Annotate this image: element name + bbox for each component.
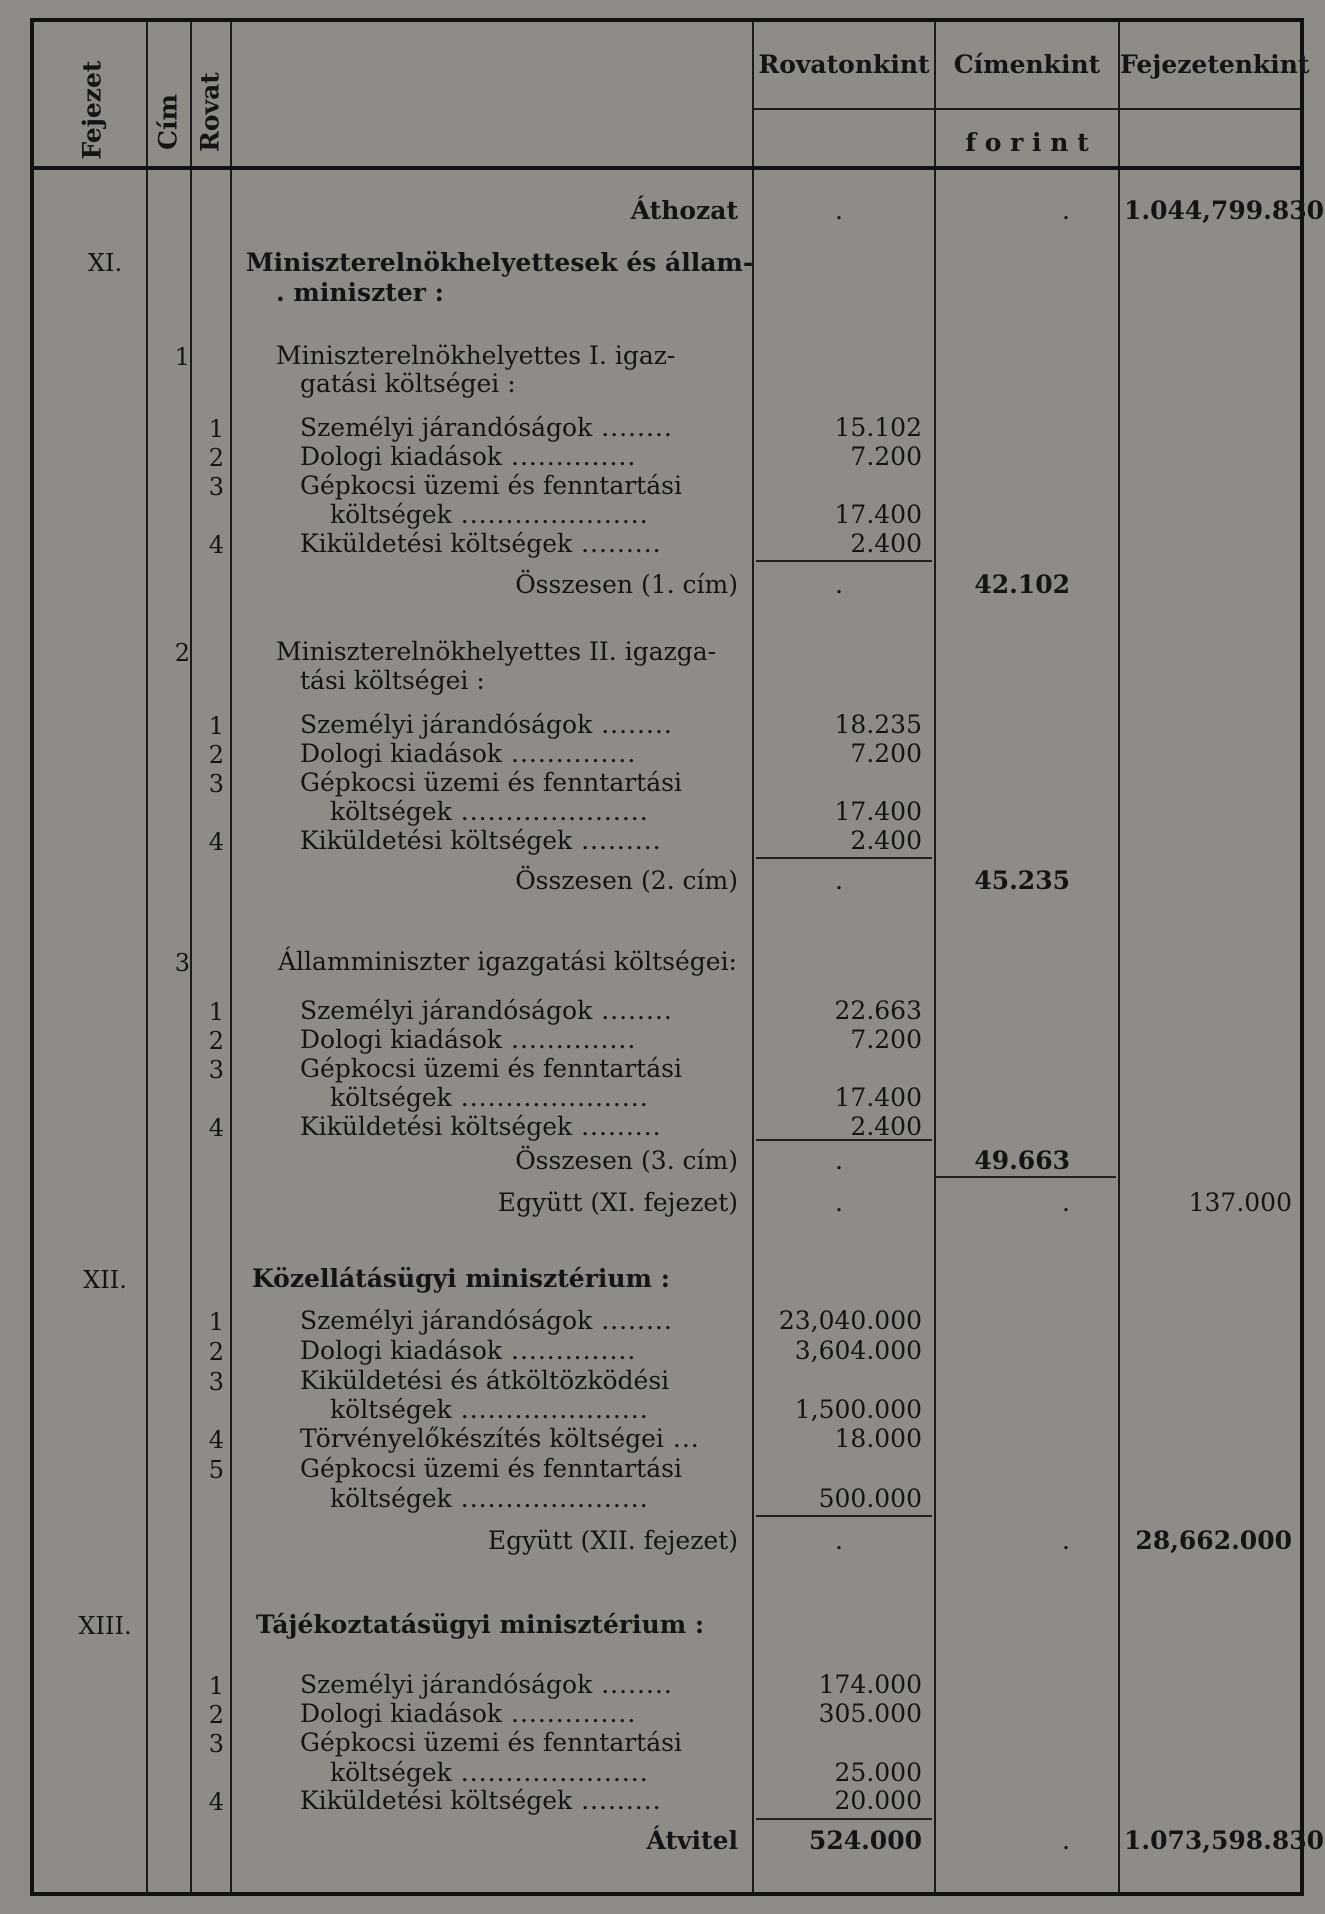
header-cim: Cím: [153, 94, 183, 150]
item-label-cont: költségek .....................: [330, 797, 649, 826]
item-label: Gépkocsi üzemi és fenntartási: [300, 1728, 682, 1757]
rovat-number: 3: [208, 1730, 224, 1758]
rovat-number: 3: [208, 1056, 224, 1084]
item-label: Gépkocsi üzemi és fenntartási: [300, 471, 682, 500]
item-value: 7.200: [850, 739, 922, 768]
item-label: Személyi járandóságok ........: [300, 710, 673, 739]
item-value: 174.000: [818, 1670, 922, 1699]
atvitel-cim: .: [1062, 1826, 1070, 1855]
chapter-number: XII.: [83, 1266, 127, 1294]
rovat-number: 4: [208, 828, 224, 856]
header-divider-bottom: [30, 166, 1304, 170]
item-value: 3,604.000: [794, 1336, 922, 1365]
col-divider-cimenkint: [1118, 22, 1120, 1896]
atvitel-fejezet: 1.073,598.830: [1124, 1826, 1325, 1855]
chapter-number: XIII.: [78, 1612, 132, 1640]
rovat-number: 1: [208, 1672, 224, 1700]
item-label: Dologi kiadások ..............: [300, 1699, 637, 1728]
chapter-number: XI.: [87, 249, 123, 277]
title-label: Miniszterelnökhelyettes II. igazga-: [276, 637, 717, 666]
item-value: 2.400: [850, 529, 922, 558]
rovat-number: 4: [208, 1426, 224, 1454]
title-number: 2: [174, 639, 190, 667]
item-label: Személyi járandóságok ........: [300, 1670, 673, 1699]
subtotal-rule: [756, 1818, 932, 1820]
title-number: 3: [174, 949, 190, 977]
border-top: [30, 18, 1304, 22]
chapter-title: Közellátásügyi minisztérium :: [252, 1264, 670, 1293]
rovat-number: 3: [208, 770, 224, 798]
item-value: 15.102: [834, 413, 922, 442]
rovat-number: 4: [208, 1788, 224, 1816]
item-value: 500.000: [818, 1484, 922, 1513]
rovat-number: 1: [208, 712, 224, 740]
col-divider-text: [752, 22, 754, 1896]
subtotal-label: Összesen (3. cím): [515, 1146, 738, 1175]
chapter-total-value: 137.000: [1188, 1188, 1292, 1217]
chapter-total-mark: .: [1062, 1526, 1070, 1555]
item-label: Személyi járandóságok ........: [300, 1306, 673, 1335]
subtotal-label: Összesen (2. cím): [515, 866, 738, 895]
chapter-title: Miniszterelnökhelyettesek és állam-: [246, 248, 754, 277]
atvitel-label: Átvitel: [646, 1826, 738, 1855]
item-value: 25.000: [834, 1758, 922, 1787]
col-divider-cim: [190, 22, 192, 1896]
rovat-number: 1: [208, 998, 224, 1026]
item-label-cont: költségek .....................: [330, 1395, 649, 1424]
item-value: 7.200: [850, 1025, 922, 1054]
subtotal-mark: .: [835, 866, 843, 895]
item-label: Személyi járandóságok ........: [300, 413, 673, 442]
item-label: Dologi kiadások ..............: [300, 739, 637, 768]
item-label: Gépkocsi üzemi és fenntartási: [300, 1054, 682, 1083]
subtotal-rule: [756, 1139, 932, 1141]
item-value: 2.400: [850, 826, 922, 855]
subtotal-label: Összesen (1. cím): [515, 570, 738, 599]
rovat-number: 2: [208, 444, 224, 472]
border-bottom: [30, 1892, 1304, 1896]
title-label: Miniszterelnökhelyettes I. igaz-: [276, 341, 676, 370]
title-label-cont: gatási költségei :: [300, 369, 516, 398]
chapter-total-label: Együtt (XI. fejezet): [497, 1188, 738, 1217]
header-fejezetenkint: Fejezetenkint: [1120, 50, 1310, 79]
header-rovatonkint: Rovatonkint: [758, 50, 930, 79]
item-label: Személyi járandóságok ........: [300, 996, 673, 1025]
item-value: 18.000: [834, 1424, 922, 1453]
rovat-number: 1: [208, 1308, 224, 1336]
item-label: Dologi kiadások ..............: [300, 442, 637, 471]
rovat-number: 2: [208, 1027, 224, 1055]
col-divider-rovat: [230, 22, 232, 1896]
rovat-number: 3: [208, 473, 224, 501]
chapter-total-mark: .: [835, 1526, 843, 1555]
item-label: Kiküldetési költségek .........: [300, 826, 662, 855]
subtotal-rule: [756, 1515, 932, 1517]
rovat-number: 2: [208, 1701, 224, 1729]
subtotal-value: 45.235: [974, 866, 1070, 895]
header-unit: f o r i n t: [965, 128, 1089, 157]
atvitel-rovat: 524.000: [808, 1826, 922, 1855]
rovat-number: 5: [208, 1456, 224, 1484]
item-label: Kiküldetési és átköltözködési: [300, 1366, 670, 1395]
subtotal-mark: .: [835, 570, 843, 599]
athozat-cim: .: [1062, 196, 1070, 225]
subtotal-rule: [756, 857, 932, 859]
item-value: 23,040.000: [778, 1306, 922, 1335]
item-label-cont: költségek .....................: [330, 1484, 649, 1513]
item-label: Dologi kiadások ..............: [300, 1336, 637, 1365]
item-value: 17.400: [834, 797, 922, 826]
chapter-total-rule: [936, 1176, 1116, 1178]
title-label-cont: tási költségei :: [300, 666, 485, 695]
header-fejezet: Fejezet: [77, 60, 107, 160]
item-value: 22.663: [834, 996, 922, 1025]
item-value: 1,500.000: [794, 1395, 922, 1424]
rovat-number: 4: [208, 531, 224, 559]
chapter-total-mark: .: [1062, 1188, 1070, 1217]
chapter-total-mark: .: [835, 1188, 843, 1217]
item-label-cont: költségek .....................: [330, 500, 649, 529]
rovat-number: 3: [208, 1368, 224, 1396]
athozat-fejezet: 1.044,799.830: [1124, 196, 1325, 225]
item-label: Kiküldetési költségek .........: [300, 1112, 662, 1141]
chapter-title-cont: . miniszter :: [276, 278, 444, 307]
subtotal-value: 42.102: [974, 570, 1070, 599]
subtotal-value: 49.663: [974, 1146, 1070, 1175]
col-divider-rovatonkint: [934, 22, 936, 1896]
athozat-rovat: .: [835, 196, 843, 225]
item-label-cont: költségek .....................: [330, 1758, 649, 1787]
item-value: 20.000: [834, 1786, 922, 1815]
item-value: 17.400: [834, 500, 922, 529]
subtotal-mark: .: [835, 1146, 843, 1175]
header-rovat: Rovat: [195, 72, 225, 152]
item-label: Gépkocsi üzemi és fenntartási: [300, 768, 682, 797]
chapter-total-value: 28,662.000: [1135, 1526, 1292, 1555]
item-label: Gépkocsi üzemi és fenntartási: [300, 1454, 682, 1483]
chapter-total-label: Együtt (XII. fejezet): [487, 1526, 738, 1555]
title-number: 1: [174, 343, 190, 371]
header-cimenkint: Címenkint: [953, 50, 1101, 79]
border-right: [1300, 22, 1304, 1896]
chapter-title: Tájékoztatásügyi minisztérium :: [256, 1610, 705, 1639]
item-value: 17.400: [834, 1083, 922, 1112]
item-value: 18.235: [834, 710, 922, 739]
title-label: Államminiszter igazgatási költségei:: [278, 947, 737, 976]
item-value: 2.400: [850, 1112, 922, 1141]
rovat-number: 2: [208, 1338, 224, 1366]
item-label-cont: költségek .....................: [330, 1083, 649, 1112]
header-divider-unit: [752, 108, 1300, 110]
item-value: 7.200: [850, 442, 922, 471]
rovat-number: 1: [208, 415, 224, 443]
border-left: [30, 22, 34, 1896]
item-label: Kiküldetési költségek .........: [300, 529, 662, 558]
item-label: Törvényelőkészítés költségei ...: [300, 1424, 700, 1453]
item-value: 305.000: [818, 1699, 922, 1728]
athozat-label: Áthozat: [630, 196, 738, 225]
item-label: Dologi kiadások ..............: [300, 1025, 637, 1054]
item-label: Kiküldetési költségek .........: [300, 1786, 662, 1815]
rovat-number: 2: [208, 741, 224, 769]
rovat-number: 4: [208, 1114, 224, 1142]
subtotal-rule: [756, 560, 932, 562]
